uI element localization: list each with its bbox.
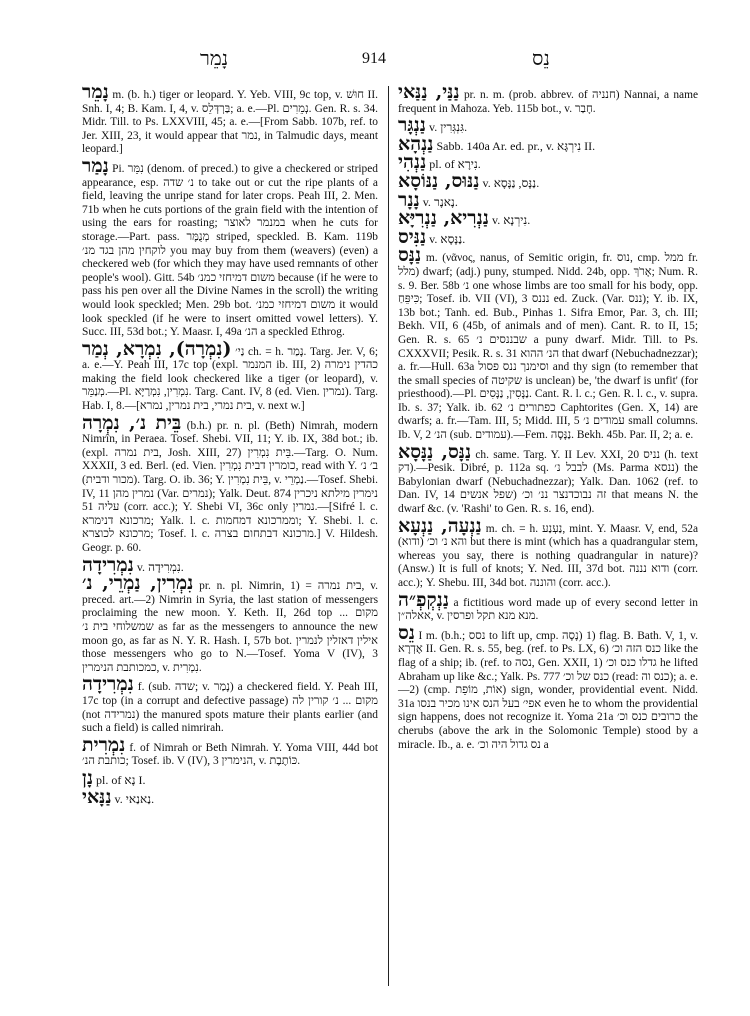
entry-headword: נָמֵר — [82, 81, 109, 103]
entry-headword: נַנַּי, נַנַּאי — [398, 81, 460, 103]
entry-definition: Pi. נִמֵּר (denom. of preced.) to give a checkered or striped appearance, esp. נ׳ שדה to take out or cut the ripe plants of a field, leaving the unripe stand for later crops. Peah III, 2. Men. 71b when he cuts portions of the grain field with the intention of using the ears for roasting; במנמר לאוצר when he cuts for storage.—Part. pass. מְנֻמָּר striped, speckled. B. Kam. 119b לוקחין מהן בגד מנ׳ you may buy from them (weavers) (even) a checkered web (for which they may have used remnants of other people's wool). Gitt. 54b משום דמיחזי כמנ׳ because (if he were to pass his pen over all the Divine Names in the scroll) the writing would look speckled; Men. 29b bot. משום דמיחזי כמנ׳ it would look speckled (if he were to insert omitted vowel letters). Y. Succ. III, 53d bot.; Y. Maasr. I, 49a הנ׳ a speckled Ethrog. — [82, 162, 379, 339]
entry-headword: נַנָּאי — [82, 785, 112, 808]
page-number: 914 — [362, 50, 386, 67]
entry-definition: a fictitious word made up of every second letter in אאלה״ן, v. מנא מנא תקל ופרסין. — [398, 596, 698, 623]
dictionary-entry — [398, 440, 698, 517]
right-running-headword: נֵס — [532, 48, 550, 70]
entry-headword: נַנְקְפְ״ה — [398, 588, 450, 611]
entry-headword: נַנָּס — [398, 244, 422, 267]
dictionary-entry — [82, 337, 378, 414]
entry-headword: נִמְרִידָה — [82, 553, 134, 576]
right-column — [398, 81, 699, 755]
dictionary-entry — [398, 169, 698, 192]
entry-headword: נִמְרִין, נַמְרֵי, נ׳ — [82, 572, 194, 595]
dictionary-entry — [82, 81, 378, 157]
entry-definition: v. נִירְנָא. — [491, 213, 531, 228]
entry-definition: pr. n. m. (prob. abbrev. of חנניה) Nannai, a name frequent in Mahoza. Yeb. 115b bot., v. חָבַר. — [398, 89, 698, 115]
entry-headword: נָן — [82, 766, 94, 789]
dictionary-entry — [82, 785, 378, 808]
dictionary-entry — [398, 588, 698, 624]
entry-headword: נַנְהָא — [398, 132, 434, 155]
entry-definition: v. נִמְרִידָה. — [136, 559, 184, 574]
entry-headword: נַנְרִיא, נַנְרִיָּא — [398, 207, 489, 230]
left-column — [82, 81, 379, 809]
dictionary-entry — [82, 572, 379, 675]
dictionary-entry — [82, 411, 379, 556]
entry-definition: v. נָאנָר. — [422, 194, 458, 209]
entry-definition: m. ch. = h. נַעְנַע, mint. Y. Maasr. V, end, 52a והא נ׳ וכ׳ (ודוא) but there is mint (which has a quadrangular stem, whereas you say, there is nothing quadrangular in nature)? (Answ.) It is full of knots; Y. Ned. III, 37d bot. ודוא נננה (corr. acc.); Y. Shebu. III, 34d bot. והוננה (corr. acc.). — [398, 522, 699, 589]
entry-definition: f. of Nimrah or Beth Nimrah. Y. Yoma VIII, 44d bot כותבת הנ׳; Tosef. ib. V (IV), 3 הנימרין, v. כּוֹתֶבֶת. — [82, 741, 378, 768]
entry-headword: נִמְרִית — [82, 733, 126, 756]
entry-headword: נַנְגָּר — [398, 114, 426, 137]
column-divider — [388, 86, 389, 986]
dictionary-entry — [398, 244, 699, 442]
entry-definition: I m. (b.h.; נסס to lift up, cmp. נָסָה) 1) flag. B. Bath. V, 1, v. אֶדְרָא II. Gen. R. s. 55, beg. (ref. to Ps. LX, 6) כנס הזה וכ׳ like the flag of a ship; ib. (ref. to נסה, Gen. XXII, 1) גדלו כנס וכ׳ he lifted Abraham up like &c.; Yalk. Ps. 777 כנס של וכ׳ (read: כנס וה); a. e.—2) (cmp. אוֹת, מוֹפֵת) sign, wonder, providential event. Nidd. 31a אפי׳ בעל הנס אינו מכיר בנסו even he to whom the providential sign happens, does not recognize it. Yoma 21a כרובים כנס וכ׳ the cherubs (above the ark in the Solomonic Temple) stood by a miracle. Ib., a. e. נס גדול היה וכ׳ a — [398, 629, 699, 751]
entry-headword: נִמְרִידָה — [82, 673, 134, 696]
left-running-headword: נָמֵר — [200, 48, 229, 70]
entry-definition: pl. of נִירָא. — [429, 157, 481, 172]
dictionary-entry — [82, 154, 379, 340]
entry-definition: pr. n. pl. Nimrin, 1) = בית נמרה, v. preced. art.—2) Nimrin in Syria, the last station of messengers proclaiming the new moon. Y. Keth. II, 26d top ... מקום שמשלוחי בית נ׳ as far as the messengers to announce the new moon go, as far as N. Y. R. Hash. I, 57b bot. אילין דאזלין לנמרין those messengers who go to N.—Tosef. Yoma V (IV), 3 כמכותבת הנימרין, v. נִמְרִית. — [82, 580, 379, 674]
entry-definition: m. (νᾶνος, nanus, of Semitic origin, fr. נוס, cmp. ממל fr. מלל) dwarf; (adj.) puny, stumped. Nidd. 24b, opp. אָרֹךְ; Num. R. s. 9. Ber. 58b נ׳ one whose limbs are too small for his body, opp. כִּיפֵּחַ; Tosef. ib. VII (VI), 3 נננס ed. Zuck. (Var. ננס); Y. ib. IX, 13b bot.; Tanh. ed. Bub., Pinhas 1. Sifra Emor, Par. 3, ch. III; Bekh. VII, 6 (45b, of animals and of men). Cant. R. to II, 15; Gen. R. s. 65 שבננסים נ׳ a puny dwarf. Midr. Till. to Ps. CXXXVII; Pesik. R. s. 31 הנ׳ ההוא that dwarf (Nebuchadnezzar); a. fr.—Hull. 63a וסימנך ננס פסול and thy sign (to remember that the small species of שקיטה is unclean) be, 'the dwarf is unfit' (for priesthood).—Pl. נַנָּסִין, נַנָּסִים. Cant. R. l. c.; Gen. R. l. c., v. supra. Ib. s. 37; Yalk. ib. 62 כפתורים נ׳ Caphtorites (Gen. X, 14) are dwarfs; a. fr.—Tam. III, 5; Midd. III, 5 עמודים נ׳ small columns. Ib. V, 2 הנ׳ (sub. עמודים).—Fem. נַנָּסָה. Bekh. 45b. Par. II, 2; a. e. — [398, 252, 699, 442]
dictionary-entry — [82, 733, 378, 769]
entry-definition: v. נַנָּס, נַנָּסָא. — [482, 175, 540, 190]
entry-definition: ch. same. Targ. Y. II Lev. XXI, 20 נניס (h. text דק).—Pesik. Dibré, p. 112a sq. לבבל נ׳ (Ms. Parma ננסא) the Babylonian dwarf (Nebuchadnezzar); Yalk. Dan. 1062 (ref. to Dan. IV, 14 שפל אנשים) זה נבוכדנצר ננ׳ וכ׳ that means N. the dwarf &c. (v. 'Rashi' to Gen. R. s. 16, end). — [398, 448, 698, 516]
dictionary-entry — [398, 132, 698, 155]
dictionary-entry — [398, 114, 698, 137]
dictionary-entry — [398, 621, 699, 752]
entry-definition: (b.h.) pr. n. pl. (Beth) Nimrah, modern Nimrîn, in Peraea. Tosef. Shebi. VII, 11; Y. ib. IX, 38d bot.; ib. (expl. בית נמרה, Josh. XIII, 27) בֵּית נִמְרִין.—Targ. O. Num. XXXII, 3 ed. Berl. (ed. Vien. כומרין דבית נִמְרִין, read with Y. ב׳ נ׳ (מכור ודבית). Targ. O. ib. 36; Y. בֵּית נִמְרִין, v. נַמְרֵי.—Tosef. Shebi. IV, 11 נמרין מהן (Var. נמרים); Yalk. Deut. 874 נימרין מילתא ניכרין עליה 51 (corr. acc.); Y. Shebi VI, 36c only נמרין.—[Sifré l. c. מרכונא דנימרא; Yalk. l. c. וממרכונא דמחמות; Y. Shebi. l. c. מרכונא לכוצרא; Tosef. l. c. מרכונא דבתחום בצרה.] V. Hildesh. Geogr. p. 60. — [82, 419, 379, 554]
entry-headword: נַנְעָה, נַנְעָא — [398, 514, 482, 537]
entry-headword: נַנְהִי — [398, 151, 427, 174]
entry-definition: נַי׳ ch. = h. נָמַר. Targ. Jer. V, 6; a. e.—Y. Peah III, 17c top (expl. המנמר ib. III, 2) כהדין נימרה making the field look checkered like a tiger (or leopard), v. מְנַמֵּר.—Pl. נִמְרִין, נִמְרַיָּא. Targ. Cant. IV, 8 (ed. Vien. נמרין). Targ. Hab. I, 8.—[בית נמרי, בית נמרין, נמרא, v. next w.] — [82, 345, 378, 413]
entry-headword: נַנָּס, נַנָּסָא — [398, 440, 472, 463]
entry-definition: v. נַאנַאי. — [114, 791, 155, 806]
running-header — [0, 48, 750, 72]
dictionary-entry — [398, 207, 698, 230]
entry-headword: נָמַר — [82, 154, 109, 177]
entry-definition: pl. of נָא I. — [96, 772, 146, 787]
dictionary-entry — [82, 673, 378, 735]
dictionary-entry — [398, 514, 699, 591]
dictionary-entry — [398, 225, 698, 248]
entry-headword: נֵס — [398, 621, 415, 644]
entry-definition: v. גִּנְגְּרִין. — [428, 120, 468, 135]
entry-headword: נַנִּיס — [398, 225, 427, 248]
entry-headword: (נִמְרָה), נִמְרָא, נְמַר — [82, 337, 232, 360]
dictionary-entry — [398, 81, 698, 116]
entry-headword: נַנּוּס, נַנּוֹסָא — [398, 169, 480, 192]
entry-definition: m. (b. h.) tiger or leopard. Y. Yeb. VIII, 9c top, v. חוּשׁ II. Snh. I, 4; B. Kam. I, 4, v. בַּרְדְּלֵס; a. e.—Pl. נְמֵרִים. Gen. R. s. 34. Midr. Till. to Ps. LXXVIII, 45; a. e.—[From Sabb. 107b, ref. to Jer. XIII, 23, it would appear that נמר, in Talmudic days, meant leopard.] — [82, 89, 378, 156]
entry-headword: בֵּית נ׳, נִמְרָה — [82, 411, 182, 434]
entry-headword: נָנָר — [398, 188, 420, 211]
entry-definition: f. (sub. שדה; v. נָמַר) a checkered field. Y. Peah III, 17c top (in a corrupt and defective passage) מקום ... נ׳ קורין לה (not נמרידה) the manured spots mature their plants earlier (and such a field) is called nimrirah. — [82, 681, 378, 735]
dictionary-entry — [82, 766, 378, 789]
entry-definition: v. נַנָּסָא. — [429, 231, 466, 246]
entry-definition: Sabb. 140a Ar. ed. pr., v. נִירְגָּא II. — [436, 138, 596, 153]
